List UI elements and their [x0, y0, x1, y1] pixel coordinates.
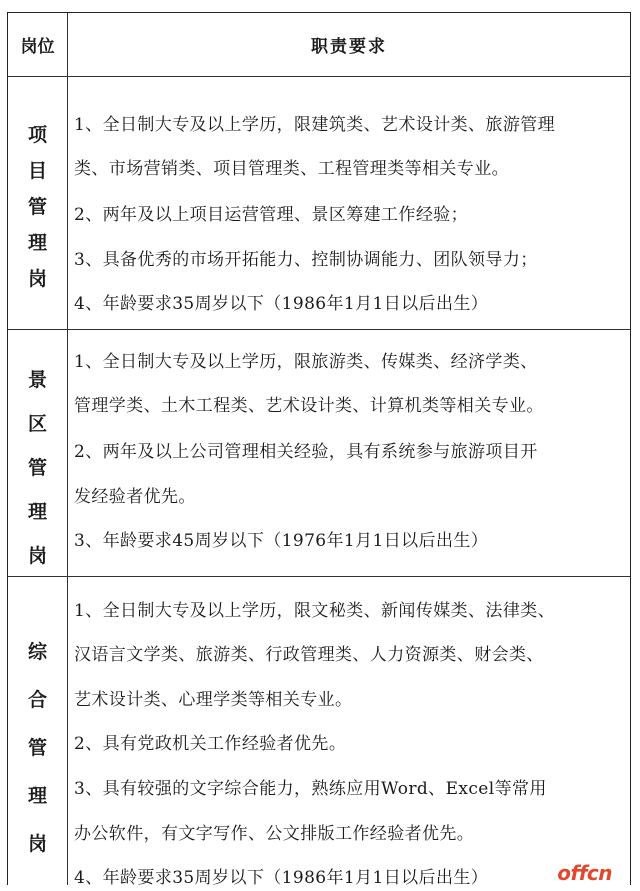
requirement-line: 1、全日制大专及以上学历，限文秘类、新闻传媒类、法律类、	[74, 601, 556, 621]
header-requirements: 职责要求	[311, 37, 387, 57]
offcn-watermark: offcn	[557, 861, 612, 885]
requirement-line: 2、具有党政机关工作经验者优先。	[74, 734, 347, 754]
header-position: 岗位	[20, 37, 55, 57]
job-requirements-table	[7, 12, 631, 888]
requirement-line: 3、年龄要求45周岁以下（1976年1月1日以后出生）	[74, 531, 489, 551]
requirement-line: 类、市场营销类、项目管理类、工程管理类等相关专业。	[74, 159, 509, 179]
column-divider	[67, 13, 68, 885]
requirement-line: 1、全日制大专及以上学历，限建筑类、艺术设计类、旅游管理	[74, 115, 556, 135]
job-title-project-manager: 项 目 管 理 岗	[27, 124, 47, 290]
requirement-line: 办公软件，有文字写作、公文排版工作经验者优先。	[74, 824, 475, 844]
requirement-line: 3、具有较强的文字综合能力，熟练应用Word、Excel等常用	[74, 779, 547, 799]
row-divider	[8, 76, 630, 77]
requirement-line: 汉语言文学类、旅游类、行政管理类、人力资源类、财会类、	[74, 645, 544, 665]
requirement-line: 管理学类、土木工程类、艺术设计类、计算机类等相关专业。	[74, 396, 544, 416]
requirement-line: 2、两年及以上项目运营管理、景区筹建工作经验；	[74, 205, 469, 225]
row-divider	[8, 329, 630, 330]
requirement-line: 2、两年及以上公司管理相关经验，具有系统参与旅游项目开	[74, 442, 538, 462]
requirement-line: 发经验者优先。	[74, 487, 196, 507]
requirement-line: 1、全日制大专及以上学历，限旅游类、传媒类、经济学类、	[74, 352, 538, 372]
requirement-line: 4、年龄要求35周岁以下（1986年1月1日以后出生）	[74, 294, 489, 314]
requirement-line: 4、年龄要求35周岁以下（1986年1月1日以后出生）	[74, 868, 489, 888]
requirement-line: 艺术设计类、心理学类等相关专业。	[74, 690, 353, 710]
requirement-line: 3、具备优秀的市场开拓能力、控制协调能力、团队领导力；	[74, 250, 538, 270]
row-divider	[8, 576, 630, 577]
job-title-scenic-area-manager: 景 区 管 理 岗	[27, 369, 47, 567]
job-title-general-administration: 综 合 管 理 岗	[27, 641, 47, 855]
